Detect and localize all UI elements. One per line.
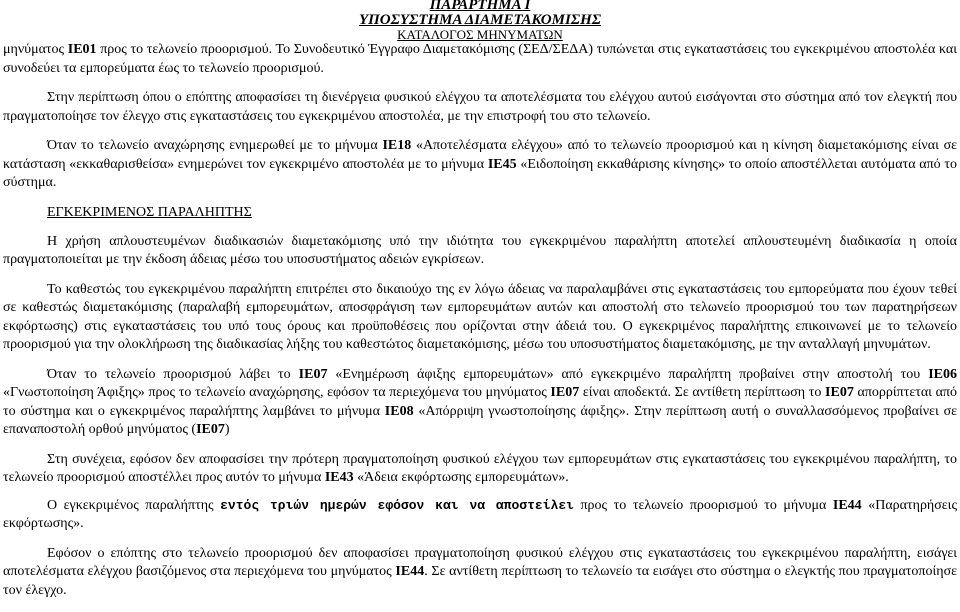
text-segment: «Απόρριψη γνωστοποίησης άφιξης». Στην περίπτωση αυτή ο συναλλασσόμενος προβαίνει σε επαναποστολή ορθού μηνύματος ( (3, 403, 957, 437)
text-segment: μηνύματος (3, 42, 68, 57)
paragraph-unloading-remarks (3, 497, 957, 534)
text-segment: . Σε αντίθετη περίπτωση το τελωνείο τα εισάγει στο σύστημα ο ελεγκτής που πραγματοποίησε τον έλεγχο. (3, 564, 957, 598)
text-segment: Όταν το τελωνείο αναχώρησης ενημερωθεί με το μήνυμα (47, 138, 383, 153)
message-code: IE07 (196, 422, 225, 437)
document-header (3, 0, 957, 41)
paragraph-arrival-notice (3, 366, 957, 440)
text-segment: «Γνωστοποίηση Άφιξης» προς το τελωνείο αναχώρησης, εφόσον τα περιεχόμενα του μηνύματος (3, 385, 551, 400)
paragraph-unloading-permission (3, 451, 957, 488)
section-heading: ΕΓΚΕΚΡΙΜΕΝΟΣ ΠΑΡΑΛΗΠΤΗΣ (47, 204, 252, 220)
text-segment: «Αποτελέσματα ελέγχου» από το τελωνείο προορισμού και η κίνηση διαμετακόμισης είναι σε κατάσταση «εκκαθαρισθείσα» ενημερώνει τον εγκεκριμένο αποστολέα με το μήνυμα (3, 138, 957, 172)
message-code: IE43 (324, 470, 354, 485)
text-segment: Στη συνέχεια, εφόσον δεν αποφασίσει την πρότερη πραγματοποίηση φυσικού ελέγχου των εμπορευμάτων στις εγκαταστάσεις του εγκεκριμένου παραλήπτη, το τελωνείο προορισμού αποστέλλει προς αυτόν το μήνυμα (3, 451, 957, 485)
message-code: IE07 (825, 385, 854, 400)
paragraph-physical-check: Στην περίπτωση όπου ο επόπτης αποφασίσει τη διενέργεια φυσικού ελέγχου τα αποτελέσματα του ελέγχου αυτού εισάγονται στο σύστημα από τον ελεγκτή που πραγματοποίησε τον έλεγχο στις εγκαταστάσεις του εγκεκριμένου αποστολέα, με την επιστροφή του στο τελωνείο. (3, 90, 957, 124)
text-segment: Όταν το τελωνείο προορισμού λάβει το (47, 366, 299, 382)
message-code: IE44 (832, 497, 862, 513)
text-segment: ) (224, 422, 230, 437)
paragraph-ie01 (3, 41, 957, 78)
message-code: IE06 (928, 366, 957, 382)
paragraph-control-results (3, 545, 957, 601)
message-code: IE45 (487, 156, 517, 172)
text-segment: «Άδεια εκφόρτωσης εμπορευμάτων». (353, 470, 569, 485)
text-segment: απορρίπτεται από το σύστημα και ο εγκεκριμένος παραλήπτης λαμβάνει το μήνυμα (3, 385, 957, 419)
message-code: IE01 (67, 42, 97, 57)
text-segment: Εφόσον ο επόπτης στο τελωνείο προορισμού δεν αποφασίσει πραγματοποίηση φυσικού ελέγχου στις εγκαταστάσεις του εγκεκριμένου παραλήπτη, εισάγει αποτελέσματα ελέγχου βασιζόμενος στα περιεχόμενα του μηνύματος (3, 545, 957, 579)
text-segment: προς το τελωνείο προορισμού το μήνυμα (573, 497, 833, 513)
message-catalog-title: ΚΑΤΑΛΟΓΟΣ ΜΗΝΥΜΑΤΩΝ (397, 27, 563, 42)
message-code: IE44 (395, 564, 425, 579)
message-code: IE18 (382, 138, 412, 153)
text-segment: προς το τελωνείο προορισμού. Το Συνοδευτικό Έγγραφο Διαμετακόμισης (ΣΕΔ/ΣΕΔΑ) τυπώνεται στις εγκαταστάσεις του εγκεκριμένου αποστολέα και συνοδεύει τα εμπορεύματα έως το τελωνείο προορισμού. (3, 42, 957, 76)
subsystem-title: ΥΠΟΣΥΣΤΗΜΑ ΔΙΑΜΕΤΑΚΟΜΙΣΗΣ (358, 12, 602, 28)
annex-title: ΠΑΡΑΡΤΗΜΑ Ι (429, 0, 531, 13)
paragraph-consignee-status: Το καθεστώς του εγκεκριμένου παραλήπτη επιτρέπει στο δικαιούχο της εν λόγω άδειας να παραλαμβάνει στις εγκαταστάσεις του εμπορεύματα που έχουν τεθεί σε καθεστώς διαμετακόμισης (παραλαβή εμπορευμάτων, αποσφράγιση των εμπορευμάτων αυτών και αποστολή στο τελωνείο προορισμού του των παρατηρήσεων εκφόρτωσης) στις εγκαταστάσεις του υπό τους όρους και προϋποθέσεις που ορίζονται στην άδειά του. Ο εγκεκριμένος παραλήπτης επικοινωνεί με το τελωνείο προορισμού για την ολοκλήρωση της διαδικασίας λήξης του καθεστώτος διαμετακόμισης, μέσω του υποσυστήματος διαμετακόμισης, με την ανταλλαγή μηνυμάτων. (3, 281, 957, 352)
text-segment: «Ειδοποίηση εκκαθάρισης κίνησης» το οποίο αποστέλλεται αυτόματα από το σύστημα. (3, 156, 957, 190)
text-segment: Ο εγκεκριμένος παραλήπτης (47, 497, 221, 513)
text-segment: είναι αποδεκτά. Σε αντίθετη περίπτωση το (579, 385, 826, 400)
message-code: IE08 (384, 403, 414, 419)
message-code: IE07 (550, 385, 580, 400)
text-segment: «Παρατηρήσεις εκφόρτωσης». (3, 497, 957, 531)
paragraph-authorised-consignee-use: Η χρήση απλουστευμένων διαδικασιών διαμετακόμισης υπό την ιδιότητα του εγκεκριμένου παραλήπτη αποτελεί απλουστευμένη διαδικασία η οποία πραγματοποιείται με την έκδοση άδειας μέσω του υποσυστήματος αδειών εγκρίσεων. (3, 233, 957, 267)
emphasized-deadline: εντός τριών ημερών εφόσον και να αποστείλει (220, 497, 574, 513)
text-segment: «Ενημέρωση άφιξης εμπορευμάτων» από εγκεκριμένο παραλήπτη προβαίνει στην αποστολή του (327, 366, 929, 382)
paragraph-departure-office (3, 137, 957, 193)
message-code: IE07 (298, 366, 328, 382)
